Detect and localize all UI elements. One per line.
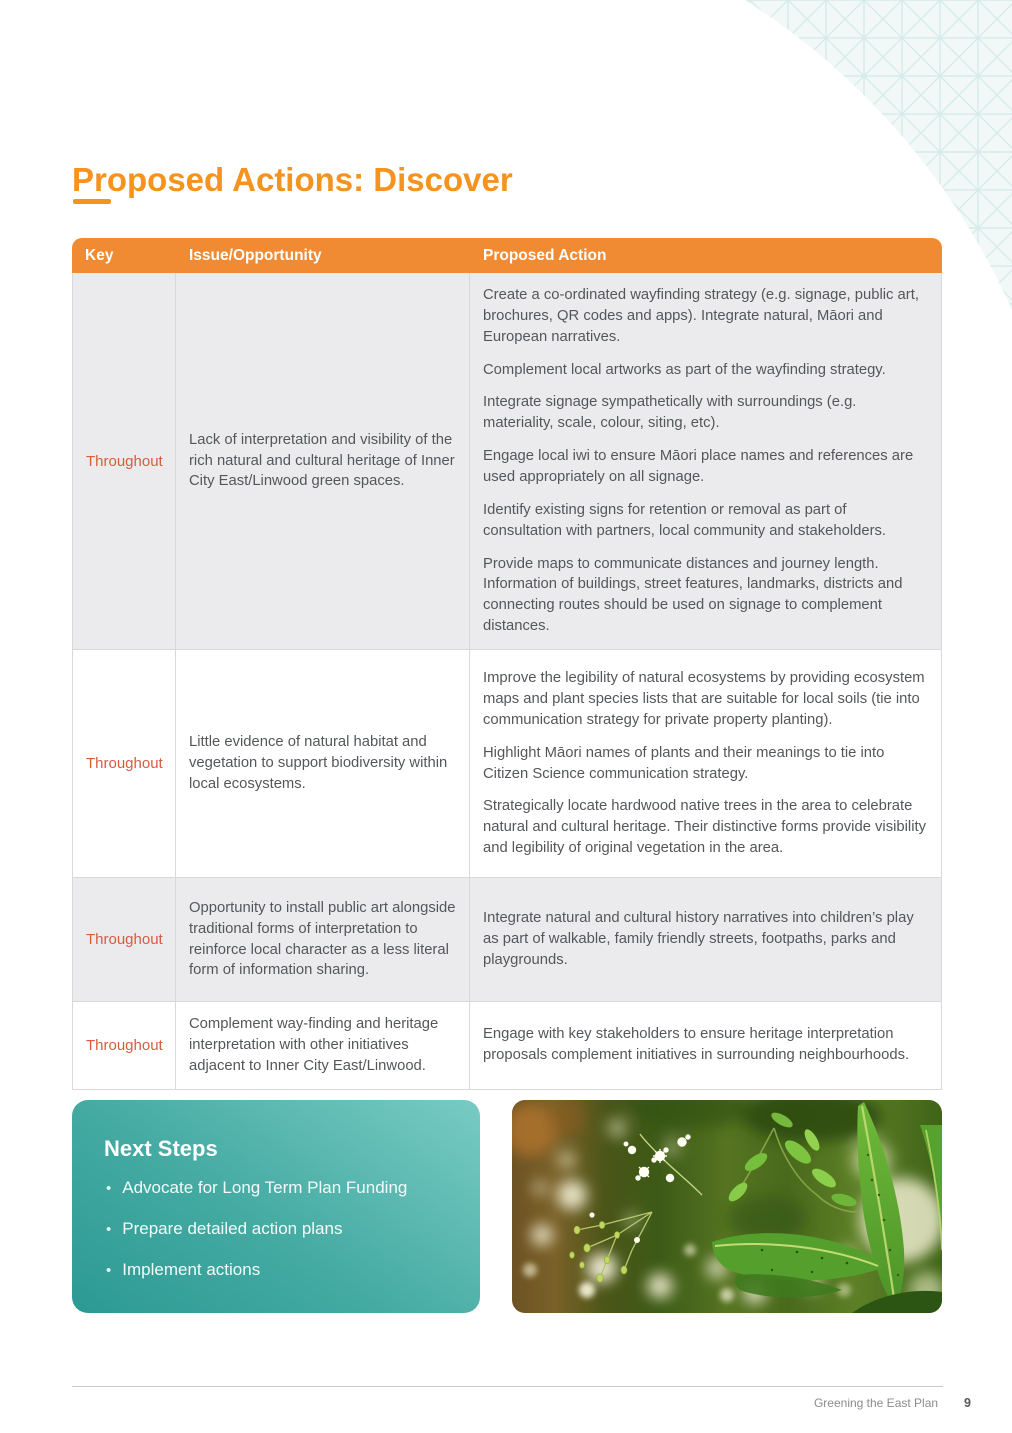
list-item [106,1178,480,1198]
list-item [106,1260,480,1280]
action-paragraph: Engage local iwi to ensure Māori place names and references are used appropriately on all signage. [483,448,914,486]
bullet-icon: • [106,1180,112,1197]
issue-text: Little evidence of natural habitat and vegetation to support biodiversity within local ecosystems. [189,734,448,792]
next-step-text: Implement actions [122,1260,261,1279]
title-underline-dash [73,199,111,204]
key-cell [73,273,176,649]
next-steps-panel [72,1100,480,1313]
table-row [73,877,941,1001]
table-header-row [72,238,942,273]
table-row [73,273,941,649]
leaf-photo [512,1100,942,1313]
action-paragraph: Highlight Māori names of plants and their meanings to tie into Citizen Science communication strategy. [483,744,885,782]
issue-cell [176,273,470,649]
footer [72,1396,971,1410]
action-paragraph: Strategically locate hardwood native trees in the area to celebrate natural and cultural heritage. Their distinctive forms provide visibility and legibility of original vegetation in the area. [483,798,927,857]
leaf-photo-illustration [512,1100,942,1313]
next-step-text: Advocate for Long Term Plan Funding [122,1178,408,1197]
page-title: Proposed Actions: Discover [72,161,513,199]
footer-doc-title: Greening the East Plan [813,1396,939,1410]
bullet-icon: • [106,1221,112,1238]
action-paragraph: Identify existing signs for retention or removal as part of consultation with partners, local community and stakeholders. [483,501,887,539]
table-row [73,649,941,877]
action-cell [470,273,942,649]
action-paragraph: Improve the legibility of natural ecosystems by providing ecosystem maps and plant species lists that are suitable for local soils (tie into communication strategy for private property planting). [483,670,925,728]
proposed-actions-table [72,238,942,1090]
footer-divider [72,1386,943,1387]
issue-cell [176,878,470,1001]
issue-text: Complement way-finding and heritage interpretation with other initiatives adjacent to Inner City East/Linwood. [189,1016,439,1074]
issue-text: Lack of interpretation and visibility of the rich natural and cultural heritage of Inner City East/Linwood green spaces. [189,431,455,490]
next-step-text: Prepare detailed action plans [122,1219,343,1238]
key-label: Throughout [86,755,163,773]
next-steps-list [106,1178,480,1280]
action-paragraph: Provide maps to communicate distances and journey length. Information of buildings, street features, landmarks, districts and connecting routes should be used on signage to complement distances. [483,555,903,635]
table-row [73,1001,941,1089]
table-body [72,273,942,1090]
key-cell [73,1002,176,1089]
bullet-icon: • [106,1262,112,1279]
issue-text: Opportunity to install public art alongside traditional forms of interpretation to reinforce local character as a less literal form of information sharing. [189,899,456,979]
action-cell [470,1002,942,1089]
action-paragraph: Integrate signage sympathetically with surroundings (e.g. materiality, scale, colour, siting, etc). [483,394,857,432]
issue-cell [176,1002,470,1089]
action-cell [470,878,942,1001]
column-header-action: Proposed Action [483,246,607,264]
action-paragraph: Integrate natural and cultural history narratives into children’s play as part of walkable, family friendly streets, footpaths, parks and playgrounds. [483,910,914,968]
column-header-key: Key [85,246,114,264]
action-paragraph: Complement local artworks as part of the wayfinding strategy. [483,361,886,378]
key-label: Throughout [86,931,163,949]
action-paragraph: Engage with key stakeholders to ensure heritage interpretation proposals complement initiatives in surrounding neighbourhoods. [483,1026,910,1064]
action-paragraph: Create a co-ordinated wayfinding strategy (e.g. signage, public art, brochures, QR codes and apps). Integrate natural, Māori and European narratives. [483,287,919,345]
action-cell [470,650,942,877]
footer-page-number: 9 [964,1396,971,1410]
key-cell [73,650,176,877]
column-header-issue: Issue/Opportunity [189,246,322,264]
key-label: Throughout [86,452,163,470]
list-item [106,1219,480,1239]
next-steps-title: Next Steps [104,1136,218,1161]
key-cell [73,878,176,1001]
issue-cell [176,650,470,877]
key-label: Throughout [86,1036,163,1054]
